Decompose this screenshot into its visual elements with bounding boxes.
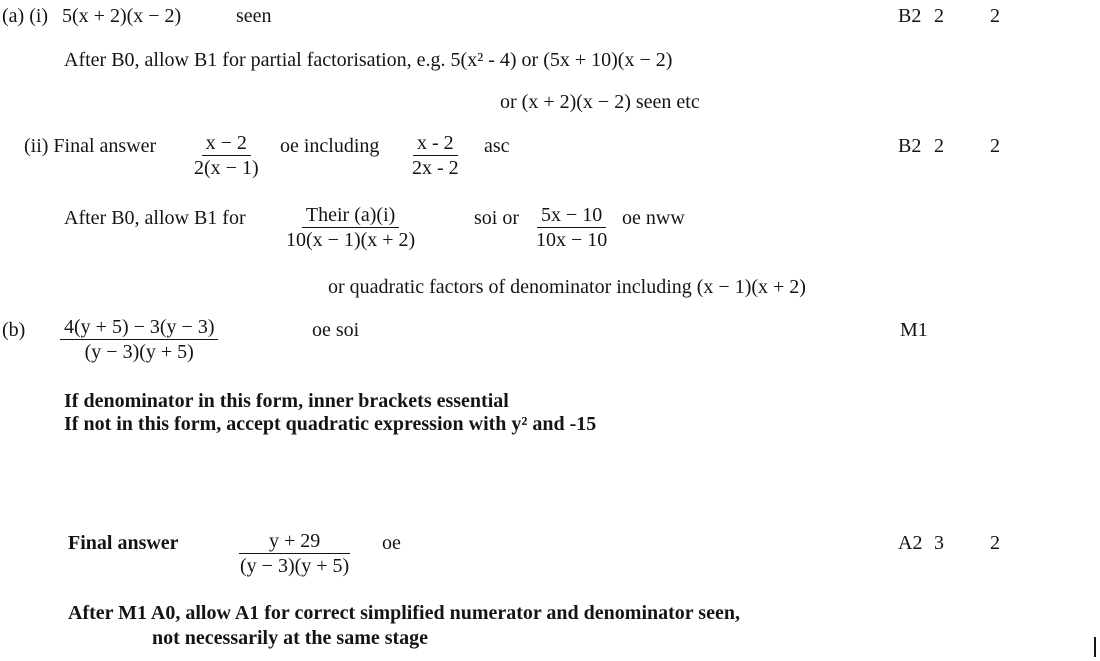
part-a-i-note: After B0, allow B1 for partial factorisation, e.g. 5(x² - 4) or (5x + 10)(x − 2) [64, 49, 673, 71]
fraction-numerator: y + 29 [239, 530, 350, 554]
part-b-note-1: If denominator in this form, inner brackets essential [64, 390, 509, 412]
fraction-numerator: x - 2 [413, 132, 458, 156]
part-a-ii-code: B2 [898, 135, 922, 157]
fraction-denominator: (y − 3)(y + 5) [84, 341, 194, 363]
part-a-i-label: (a) (i) [2, 5, 49, 27]
part-a-i-total: 2 [990, 5, 1000, 27]
part-a-i-expression: 5(x + 2)(x − 2) [62, 5, 182, 27]
fraction-numerator: x − 2 [202, 132, 251, 156]
part-a-ii-quadratic-note: or quadratic factors of denominator including (x − 1)(x + 2) [328, 276, 806, 298]
part-b-note-2: If not in this form, accept quadratic expression with y² and -15 [64, 413, 597, 435]
fraction-denominator: (y − 3)(y + 5) [240, 555, 350, 577]
part-a-i-note2: or (x + 2)(x − 2) seen etc [500, 91, 700, 113]
part-b-method-fraction [60, 316, 218, 363]
part-a-ii-mark: 2 [934, 135, 944, 157]
part-a-ii-label: (ii) Final answer [24, 135, 157, 157]
part-a-ii-oe: oe including [280, 135, 380, 157]
part-a-ii-asc: asc [484, 135, 510, 157]
part-a-ii-fraction-2 [408, 132, 463, 179]
part-b-method-code: M1 [900, 319, 928, 341]
part-a-ii-after-fraction [282, 204, 419, 251]
part-b-final-fraction [236, 530, 353, 577]
fraction-denominator: 10x − 10 [536, 229, 608, 251]
text-cursor [1094, 637, 1096, 657]
part-a-i-code: B2 [898, 5, 922, 27]
part-b-final-label: Final answer [68, 532, 179, 554]
part-b-label: (b) [2, 319, 26, 341]
fraction-numerator: 5x − 10 [537, 204, 606, 228]
part-a-ii-after: After B0, allow B1 for [64, 207, 246, 229]
fraction-denominator: 10(x − 1)(x + 2) [286, 229, 416, 251]
part-a-ii-alt-fraction [532, 204, 611, 251]
part-b-final-oe: oe [382, 532, 401, 554]
part-a-i-seen: seen [236, 5, 272, 27]
fraction-denominator: 2x - 2 [412, 157, 459, 179]
part-b-final-mark: 3 [934, 532, 944, 554]
part-a-ii-total: 2 [990, 135, 1000, 157]
fraction-numerator: Their (a)(i) [302, 204, 399, 228]
fraction-numerator: 4(y + 5) − 3(y − 3) [60, 316, 218, 340]
part-b-after-1: After M1 A0, allow A1 for correct simplified numerator and denominator seen, [68, 602, 740, 624]
part-a-ii-soi: soi or [474, 207, 519, 229]
part-b-after-2: not necessarily at the same stage [152, 627, 429, 649]
part-a-i-mark: 2 [934, 5, 944, 27]
part-b-final-total: 2 [990, 532, 1000, 554]
part-b-final-code: A2 [898, 532, 923, 554]
part-a-ii-fraction [190, 132, 263, 179]
part-a-ii-oe-nww: oe nww [622, 207, 685, 229]
fraction-denominator: 2(x − 1) [194, 157, 259, 179]
part-b-oe-soi: oe soi [312, 319, 360, 341]
